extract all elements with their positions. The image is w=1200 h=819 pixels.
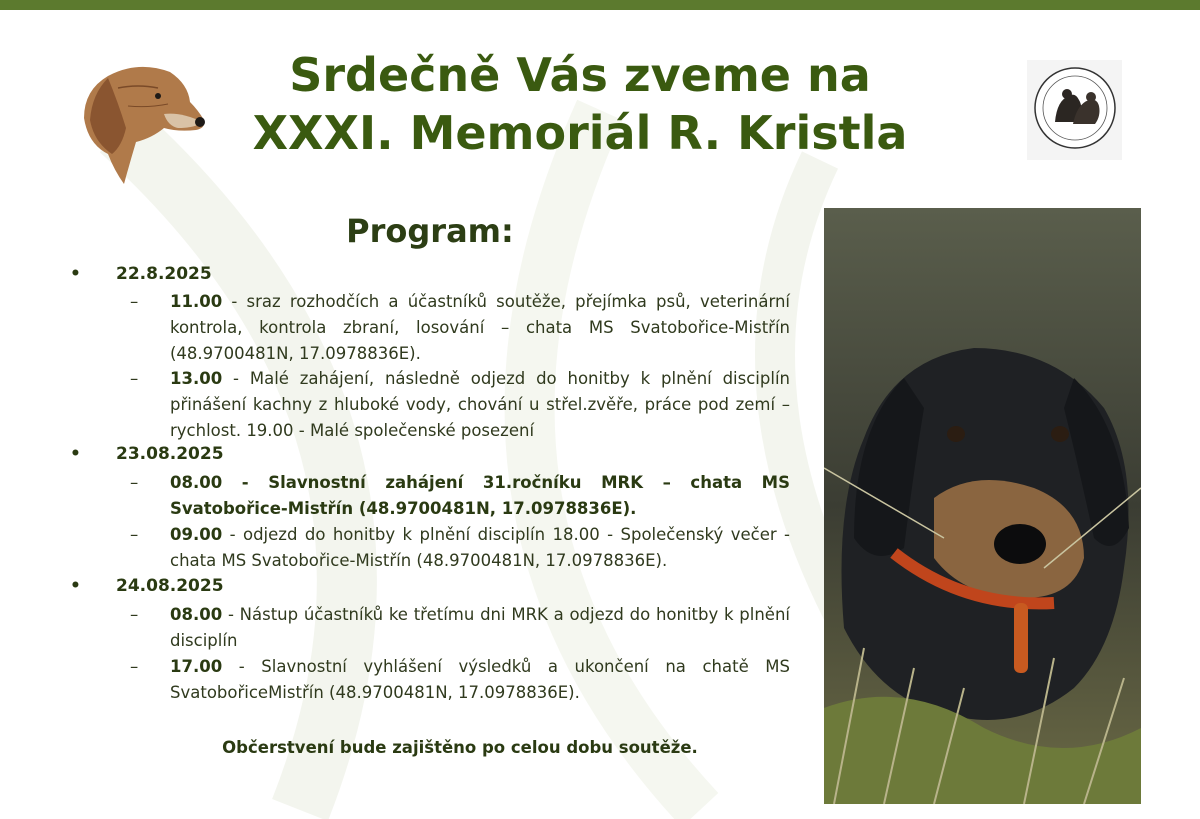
club-seal-logo — [1027, 60, 1122, 160]
program-item — [130, 289, 790, 367]
item-text: - sraz rozhodčích a účastníků soutěže, přejímka psů, veterinární kontrola, kontrola zbraní, losování – chata MS Svatobořice-Mistřín (48.9700481N, 17.0978836E). — [170, 292, 790, 363]
item-time: 08.00 - Slavnostní zahájení 31.ročníku MRK – chata MS Svatobořice-Mistřín (48.9700481N, 17.0978836E). — [170, 473, 790, 518]
program-item — [130, 602, 790, 654]
item-time: 17.00 — [170, 657, 223, 676]
item-time: 11.00 — [170, 292, 223, 311]
item-text: - odjezd do honitby k plnění disciplín 18.00 - Společenský večer - chata MS Svatobořice-Mistřín (48.9700481N, 17.0978836E). — [170, 525, 790, 570]
item-text: - Slavnostní vyhlášení výsledků a ukončení na chatě MS SvatobořiceMistřín (48.9700481N, 17.0978836E). — [170, 657, 790, 702]
program-item — [130, 366, 790, 444]
title-line-1: Srdečně Vás zveme na — [289, 48, 871, 102]
dash-icon: – — [130, 525, 139, 544]
program-item — [130, 522, 790, 574]
bullet-icon: • — [70, 444, 81, 464]
top-accent-bar — [0, 0, 1200, 10]
dachshund-photo — [824, 208, 1141, 804]
dash-icon: – — [130, 473, 139, 492]
item-text: - Malé zahájení, následně odjezd do honitby k plnění disciplín přinášení kachny z hluboké vody, chování u střel.zvěře, práce pod zemí – rychlost. 19.00 - Malé společenské posezení — [170, 369, 790, 440]
title-line-2: XXXI. Memoriál R. Kristla — [252, 106, 908, 160]
dash-icon: – — [130, 369, 139, 388]
bullet-icon: • — [70, 576, 81, 596]
bullet-icon: • — [70, 264, 81, 284]
refreshment-note: Občerstvení bude zajištěno po celou dobu soutěže. — [222, 738, 698, 757]
item-time: 13.00 — [170, 369, 223, 388]
dash-icon: – — [130, 605, 139, 624]
program-item — [130, 470, 790, 522]
item-text: - Nástup účastníků ke třetímu dni MRK a odjezd do honitby k plnění disciplín — [170, 605, 790, 650]
dash-icon: – — [130, 657, 139, 676]
item-time: 08.00 — [170, 605, 223, 624]
day-date-1: • 22.8.2025 — [70, 264, 212, 284]
invitation-title — [230, 46, 930, 162]
dachshund-head-illustration — [78, 58, 210, 188]
day-date-3: • 24.08.2025 — [70, 576, 224, 596]
day-date-2: • 23.08.2025 — [70, 444, 224, 464]
item-time: 09.00 — [170, 525, 223, 544]
dash-icon: – — [130, 292, 139, 311]
program-item — [130, 654, 790, 706]
program-heading: Program: — [346, 212, 514, 250]
